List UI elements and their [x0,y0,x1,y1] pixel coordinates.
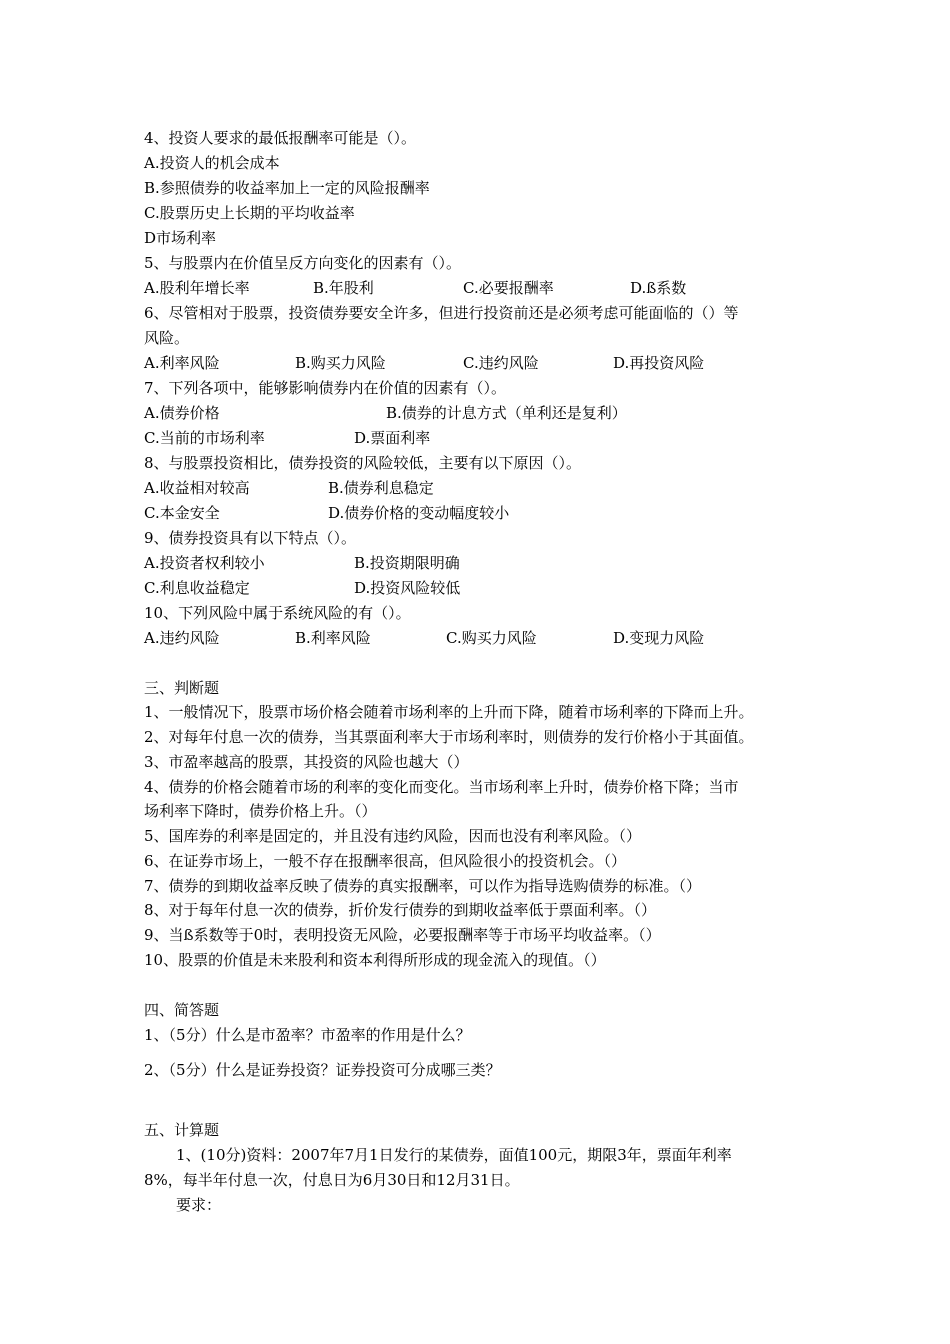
judgement-item: 9、当ß系数等于0时，表明投资无风险，必要报酬率等于市场平均收益率。（） [144,926,661,944]
question-8-option-b: B.债券利息稳定 [328,479,434,497]
section-3-title: 三、判断题 [144,679,220,697]
judgement-item: 2、对每年付息一次的债券，当其票面利率大于市场利率时，则债券的发行价格小于其面值。 [144,728,754,746]
judgement-item: 10、股票的价值是未来股利和资本利得所形成的现金流入的现值。（） [144,951,606,969]
question-6-stem-line1: 6、尽管相对于股票，投资债券要安全许多，但进行投资前还是必须考虑可能面临的（）等 [144,304,739,322]
short-answer-question-1: 1、（5分）什么是市盈率？市盈率的作用是什么？ [144,1026,471,1044]
calculation-question-1-line1: 1、(10分)资料：2007年7月1日发行的某债券，面值100元，期限3年，票面年利率 [176,1146,732,1164]
question-5-option-d: D.ß系数 [630,279,687,297]
question-10-stem: 10、下列风险中属于系统风险的有（）。 [144,604,411,622]
question-7-option-d: D.票面利率 [354,429,431,447]
question-5-stem: 5、与股票内在价值呈反方向变化的因素有（）。 [144,254,462,272]
judgement-item: 4、债券的价格会随着市场的利率的变化而变化。当市场利率上升时，债券价格下降；当市 [144,778,739,796]
question-6-option-d: D.再投资风险 [613,354,705,372]
question-10-option-d: D.变现力风险 [613,629,705,647]
question-9-stem: 9、债券投资具有以下特点（）。 [144,529,357,547]
question-8-option-c: C.本金安全 [144,504,220,522]
question-4-option-d: D市场利率 [144,229,217,247]
question-9-option-b: B.投资期限明确 [354,554,460,572]
judgement-item: 6、在证券市场上，一般不存在报酬率很高，但风险很小的投资机会。（） [144,852,627,870]
question-4-option-a: A.投资人的机会成本 [144,154,280,172]
judgement-item: 场利率下降时，债券价格上升。（） [144,802,377,820]
section-5-title: 五、计算题 [144,1121,220,1139]
judgement-item: 1、一般情况下，股票市场价格会随着市场利率的上升而下降，随着市场利率的下降而上升。 [144,703,754,721]
question-7-stem: 7、下列各项中，能够影响债券内在价值的因素有（）。 [144,379,507,397]
question-8-option-d: D.债券价格的变动幅度较小 [328,504,510,522]
question-8-option-a: A.收益相对较高 [144,479,250,497]
short-answer-question-2: 2、（5分）什么是证券投资？证券投资可分成哪三类？ [144,1061,501,1079]
judgement-item: 5、国库券的利率是固定的，并且没有违约风险，因而也没有利率风险。（） [144,827,642,845]
question-4-stem: 4、投资人要求的最低报酬率可能是（）。 [144,129,417,147]
question-6-option-c: C.违约风险 [463,354,539,372]
question-5-option-c: C.必要报酬率 [463,279,554,297]
question-10-option-b: B.利率风险 [295,629,371,647]
judgement-item: 8、对于每年付息一次的债券，折价发行债券的到期收益率低于票面利率。（） [144,901,657,919]
question-10-option-c: C.购买力风险 [446,629,537,647]
question-5-option-a: A.股利年增长率 [144,279,250,297]
question-7-option-b: B.债券的计息方式（单利还是复利） [386,404,627,422]
judgement-item: 7、债券的到期收益率反映了债券的真实报酬率，可以作为指导选购债券的标准。（） [144,877,702,895]
question-6-option-b: B.购买力风险 [295,354,386,372]
question-10-option-a: A.违约风险 [144,629,220,647]
question-7-option-a: A.债券价格 [144,404,220,422]
question-9-option-c: C.利息收益稳定 [144,579,250,597]
question-4-option-b: B.参照债券的收益率加上一定的风险报酬率 [144,179,430,197]
question-7-option-c: C.当前的市场利率 [144,429,265,447]
question-4-option-c: C.股票历史上长期的平均收益率 [144,204,355,222]
judgement-item: 3、市盈率越高的股票，其投资的风险也越大（） [144,753,469,771]
question-8-stem: 8、与股票投资相比，债券投资的风险较低，主要有以下原因（）。 [144,454,582,472]
question-9-option-a: A.投资者权利较小 [144,554,265,572]
section-4-title: 四、简答题 [144,1001,220,1019]
question-9-option-d: D.投资风险较低 [354,579,461,597]
question-6-option-a: A.利率风险 [144,354,220,372]
question-5-option-b: B.年股利 [313,279,374,297]
calculation-question-1-requirement: 要求： [176,1196,222,1214]
calculation-question-1-line2: 8%，每半年付息一次，付息日为6月30日和12月31日。 [144,1171,520,1189]
question-6-stem-line2: 风险。 [144,329,190,347]
